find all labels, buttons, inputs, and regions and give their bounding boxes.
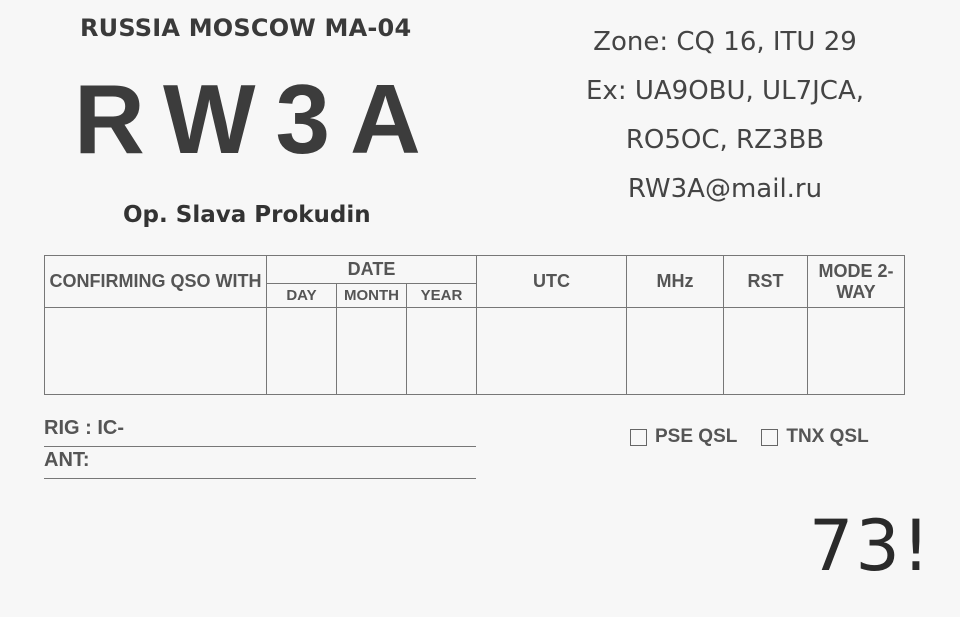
header-rst: RST (724, 256, 808, 308)
ant-field[interactable]: ANT: (44, 447, 476, 479)
cell-mode[interactable] (808, 308, 905, 395)
header-date: DATE (267, 256, 477, 284)
zone-text: Zone: CQ 16, ITU 29 (593, 27, 857, 57)
location-text: RUSSIA MOSCOW MA-04 (80, 14, 412, 42)
header-confirming-qso: CONFIRMING QSO WITH (45, 256, 267, 308)
cell-rst[interactable] (724, 308, 808, 395)
cell-confirming[interactable] (45, 308, 267, 395)
header-month: MONTH (337, 284, 407, 308)
closing-greeting: 73! (808, 505, 932, 587)
cell-utc[interactable] (477, 308, 627, 395)
equipment-section (44, 415, 476, 479)
rig-field[interactable]: RIG : IC- (44, 415, 476, 447)
header-mode: MODE 2-WAY (808, 256, 905, 308)
operator-name: Op. Slava Prokudin (123, 202, 371, 228)
pse-qsl-label: PSE QSL (655, 426, 738, 447)
tnx-qsl-label: TNX QSL (786, 426, 869, 447)
header-utc: UTC (477, 256, 627, 308)
table-row (45, 308, 905, 395)
header-year: YEAR (407, 284, 477, 308)
tnx-qsl-option[interactable] (761, 426, 868, 448)
ex-callsigns-line1: Ex: UA9OBU, UL7JCA, (586, 76, 864, 106)
email-text: RW3A@mail.ru (627, 174, 823, 204)
qso-log-table (44, 255, 905, 395)
tnx-qsl-checkbox[interactable] (761, 429, 778, 446)
cell-month[interactable] (337, 308, 407, 395)
qsl-options (630, 426, 869, 448)
ex-callsigns-line2: RO5OC, RZ3BB (625, 125, 825, 155)
cell-mhz[interactable] (627, 308, 724, 395)
callsign-title: RW3A (74, 64, 441, 174)
station-info (560, 18, 890, 214)
header-day: DAY (267, 284, 337, 308)
cell-day[interactable] (267, 308, 337, 395)
header-mhz: MHz (627, 256, 724, 308)
cell-year[interactable] (407, 308, 477, 395)
pse-qsl-checkbox[interactable] (630, 429, 647, 446)
pse-qsl-option[interactable] (630, 426, 737, 448)
